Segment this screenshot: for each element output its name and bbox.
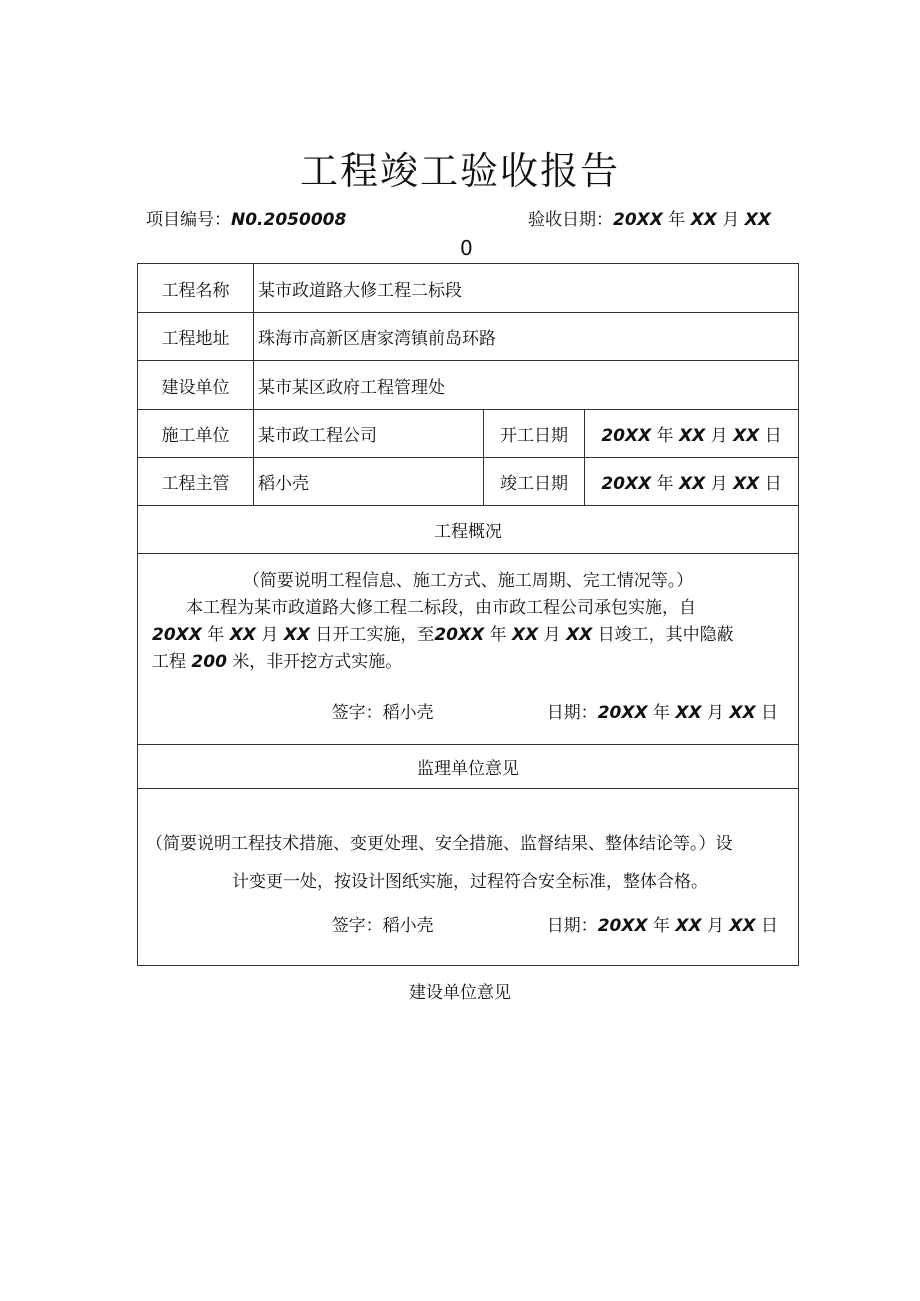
row-builder: [138, 361, 799, 410]
project-name-label: 工程名称: [138, 264, 254, 313]
row-overview-heading: [138, 506, 799, 554]
month-char: 月: [710, 474, 728, 494]
row-project-name: [138, 264, 799, 313]
ov-month-1: XX: [229, 625, 256, 645]
acceptance-day: XX: [744, 210, 771, 230]
project-number-value: N0.2050008: [231, 210, 347, 230]
project-number-label: 项目编号：: [146, 210, 231, 230]
supervision-date: [547, 911, 778, 936]
year-char: 年: [656, 474, 674, 494]
month-char: 月: [707, 916, 724, 936]
start-day: XX: [733, 426, 760, 446]
ov-text-2: 日开工实施，至: [315, 625, 435, 645]
supervision-signature: 签字：稻小壳: [331, 916, 434, 936]
ov-month-2: XX: [512, 625, 539, 645]
sv-date-month: XX: [675, 916, 702, 936]
contractor-value: 某市政工程公司: [254, 410, 484, 458]
supervision-heading: 监理单位意见: [138, 745, 799, 789]
finish-date-label: 竣工日期: [484, 458, 585, 506]
row-supervision-body: [138, 789, 799, 966]
supervision-line-1: （简要说明工程技术措施、变更处理、安全措施、监督结果、整体结论等。）设: [146, 834, 733, 854]
project-address-label: 工程地址: [138, 313, 254, 361]
builder-label: 建设单位: [138, 361, 254, 410]
ov-day-2: XX: [566, 625, 593, 645]
overview-text: [138, 554, 798, 676]
ov-year-1: 20XX: [152, 625, 202, 645]
row-contractor: [138, 410, 799, 458]
year-char: 年: [652, 703, 670, 723]
ov-date-month: XX: [675, 703, 702, 723]
year-char: 年: [489, 625, 507, 645]
ov-date-year: 20XX: [597, 703, 648, 723]
overview-hint: （简要说明工程信息、施工方式、施工周期、完工情况等。）: [242, 571, 694, 591]
project-address-value: 珠海市高新区唐家湾镇前岛环路: [254, 313, 799, 361]
manager-label: 工程主管: [138, 458, 254, 506]
finish-month: XX: [679, 474, 706, 494]
month-char: 月: [722, 210, 740, 230]
overview-date: [547, 698, 778, 723]
year-char: 年: [207, 625, 225, 645]
contractor-label: 施工单位: [138, 410, 254, 458]
year-char: 年: [652, 916, 670, 936]
start-month: XX: [679, 426, 706, 446]
overview-sign-row: [138, 676, 798, 741]
year-char: 年: [668, 210, 686, 230]
ov-day-1: XX: [283, 625, 310, 645]
supervision-text: [138, 789, 798, 901]
overview-signature: 签字：稻小壳: [331, 703, 434, 723]
overview-line-3: [152, 649, 784, 676]
start-date-label: 开工日期: [484, 410, 585, 458]
ov-length: 200: [191, 652, 227, 672]
row-project-address: [138, 313, 799, 361]
month-char: 月: [710, 426, 728, 446]
acceptance-date-wrap: 0: [460, 236, 473, 260]
start-year: 20XX: [601, 426, 652, 446]
report-table: [137, 263, 799, 966]
builder-value: 某市某区政府工程管理处: [254, 361, 799, 410]
date-label: 日期：: [546, 916, 598, 936]
supervision-body: [138, 789, 799, 966]
sv-date-year: 20XX: [597, 916, 648, 936]
year-char: 年: [656, 426, 674, 446]
month-char: 月: [261, 625, 279, 645]
month-char: 月: [543, 625, 561, 645]
start-date-value: [585, 410, 799, 458]
page-title: 工程竣工验收报告: [299, 149, 620, 193]
overview-line-1: 本工程为某市政道路大修工程二标段，由市政工程公司承包实施，自: [186, 598, 696, 618]
manager-value: 稻小壳: [254, 458, 484, 506]
row-manager: [138, 458, 799, 506]
date-label: 日期：: [546, 703, 598, 723]
day-char: 日: [764, 474, 782, 494]
overview-heading: 工程概况: [138, 506, 799, 554]
month-char: 月: [707, 703, 724, 723]
ov-text-5: 米，非开挖方式实施。: [232, 652, 403, 672]
ov-year-2: 20XX: [434, 625, 485, 645]
day-char: 日: [761, 703, 779, 723]
ov-text-4: 工程: [152, 652, 186, 672]
acceptance-date-label: 验收日期：: [528, 210, 613, 230]
project-name-value: 某市政道路大修工程二标段: [254, 264, 799, 313]
sv-date-day: XX: [729, 916, 756, 936]
acceptance-year: 20XX: [613, 210, 663, 230]
day-char: 日: [761, 916, 779, 936]
supervision-line-2: 计变更一处，按设计图纸实施，过程符合安全标准，整体合格。: [232, 872, 709, 892]
builder-opinion-heading: 建设单位意见: [409, 983, 511, 1003]
acceptance-month: XX: [690, 210, 717, 230]
finish-day: XX: [733, 474, 760, 494]
day-char: 日: [764, 426, 782, 446]
finish-year: 20XX: [601, 474, 652, 494]
overview-body: [138, 554, 799, 745]
overview-line-2: [152, 622, 784, 649]
row-supervision-heading: [138, 745, 799, 789]
ov-text-3: 日竣工，其中隐蔽: [597, 625, 734, 645]
ov-date-day: XX: [729, 703, 756, 723]
finish-date-value: [585, 458, 799, 506]
supervision-sign-row: [138, 901, 798, 954]
acceptance-date: [528, 205, 771, 230]
row-overview-body: [138, 554, 799, 745]
project-number: [146, 205, 346, 230]
